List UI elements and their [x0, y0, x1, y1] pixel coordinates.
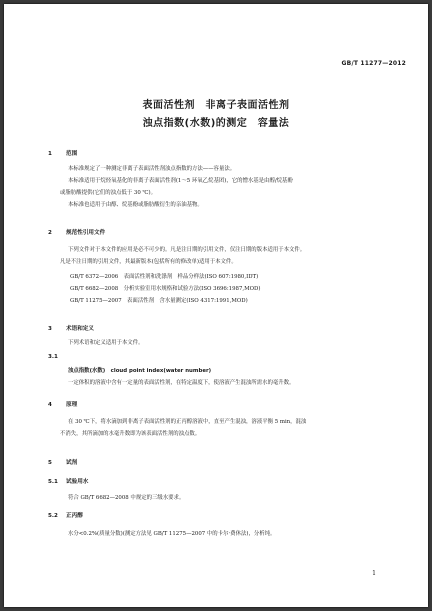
section-number: 4	[48, 402, 52, 408]
paragraph: 水分<0.2%(质量分数)(测定方法见 GB/T 11275—2007 中的卡尔·费休法)，分析纯。	[68, 531, 276, 537]
section-title: 规范性引用文件	[66, 230, 106, 236]
page-number: 1	[372, 570, 376, 577]
section-number: 3	[48, 326, 52, 332]
term-heading: 浊点指数(水数) cloud point index(water number)	[68, 368, 212, 374]
section-title: 试剂	[66, 460, 78, 466]
section-3-heading	[48, 324, 94, 332]
subsection-5-1-heading	[48, 477, 88, 485]
subsection-number: 5.2	[48, 513, 58, 519]
paragraph: 下列术语和定义适用于本文件。	[68, 340, 144, 346]
paragraph: 符合 GB/T 6682—2008 中规定的三级水要求。	[68, 495, 185, 501]
reference-item: GB/T 11275—2007 表面活性剂 含水量测定(ISO 4317:1991,MOD)	[70, 298, 248, 304]
reference-item: GB/T 6372—2006 表面活性剂和洗涤剂 样品分样法(ISO 607:1980,IDT)	[70, 274, 259, 280]
paragraph: 本标准适用于烷烃氧基化的非离子表面活性剂(1～5 环氧乙烷基团)，它的憎水基是由醇/烷基酚	[68, 178, 293, 184]
term-definition: 一定体积的溶液中含有一定量的表面活性剂，在特定温度下，使溶液产生混浊所需水的毫升数。	[68, 380, 295, 386]
paragraph: 或脂肪酸提供(它们的浊点低于 30 ℃)。	[60, 190, 156, 196]
subsection-title: 正丙醇	[66, 513, 83, 519]
section-number: 2	[48, 230, 52, 236]
subsection-5-2-heading	[48, 511, 83, 519]
subsection-number: 5.1	[48, 479, 58, 485]
document-title-line2: 浊点指数(水数)的测定 容量法	[142, 118, 290, 129]
standard-code: GB/T 11277—2012	[341, 60, 406, 67]
section-5-heading	[48, 458, 77, 466]
section-number: 1	[48, 151, 52, 157]
paragraph: 本标准规定了一种测定非离子表面活性剂浊点指数的方法——容量法。	[68, 166, 236, 172]
subsection-3-1-number: 3.1	[48, 354, 58, 360]
subsection-title: 试验用水	[66, 479, 89, 485]
section-2-heading	[48, 228, 105, 236]
section-title: 范围	[66, 151, 78, 157]
section-number: 5	[48, 460, 52, 466]
section-1-heading	[48, 149, 77, 157]
reference-item: GB/T 6682—2008 分析实验室用水规格和试验方法(ISO 3696:1987,MOD)	[70, 286, 261, 292]
section-title: 术语和定义	[66, 326, 94, 332]
paragraph: 本标准也适用于由醇、烷基酚或脂肪酸衍生的亲油基物。	[68, 202, 203, 208]
paragraph: 在 30 ℃下，将水滴加到非离子表面活性剂的正丙醇溶液中，直至产生混浊，溶液平衡 5 min，混浊	[68, 419, 307, 425]
section-title: 原理	[66, 402, 78, 408]
section-4-heading	[48, 400, 77, 408]
document-title-line1: 表面活性剂 非离子表面活性剂	[142, 100, 290, 111]
document-page	[4, 4, 428, 607]
paragraph: 下列文件对于本文件的应用是必不可少的。凡是注日期的引用文件，仅注日期的版本适用于本文件。	[68, 247, 306, 253]
paragraph: 不消失，其所滴加的水毫升数即为该表面活性剂的浊点数。	[60, 431, 201, 437]
paragraph: 凡是不注日期的引用文件，其最新版本(包括所有的修改单)适用于本文件。	[60, 259, 237, 265]
